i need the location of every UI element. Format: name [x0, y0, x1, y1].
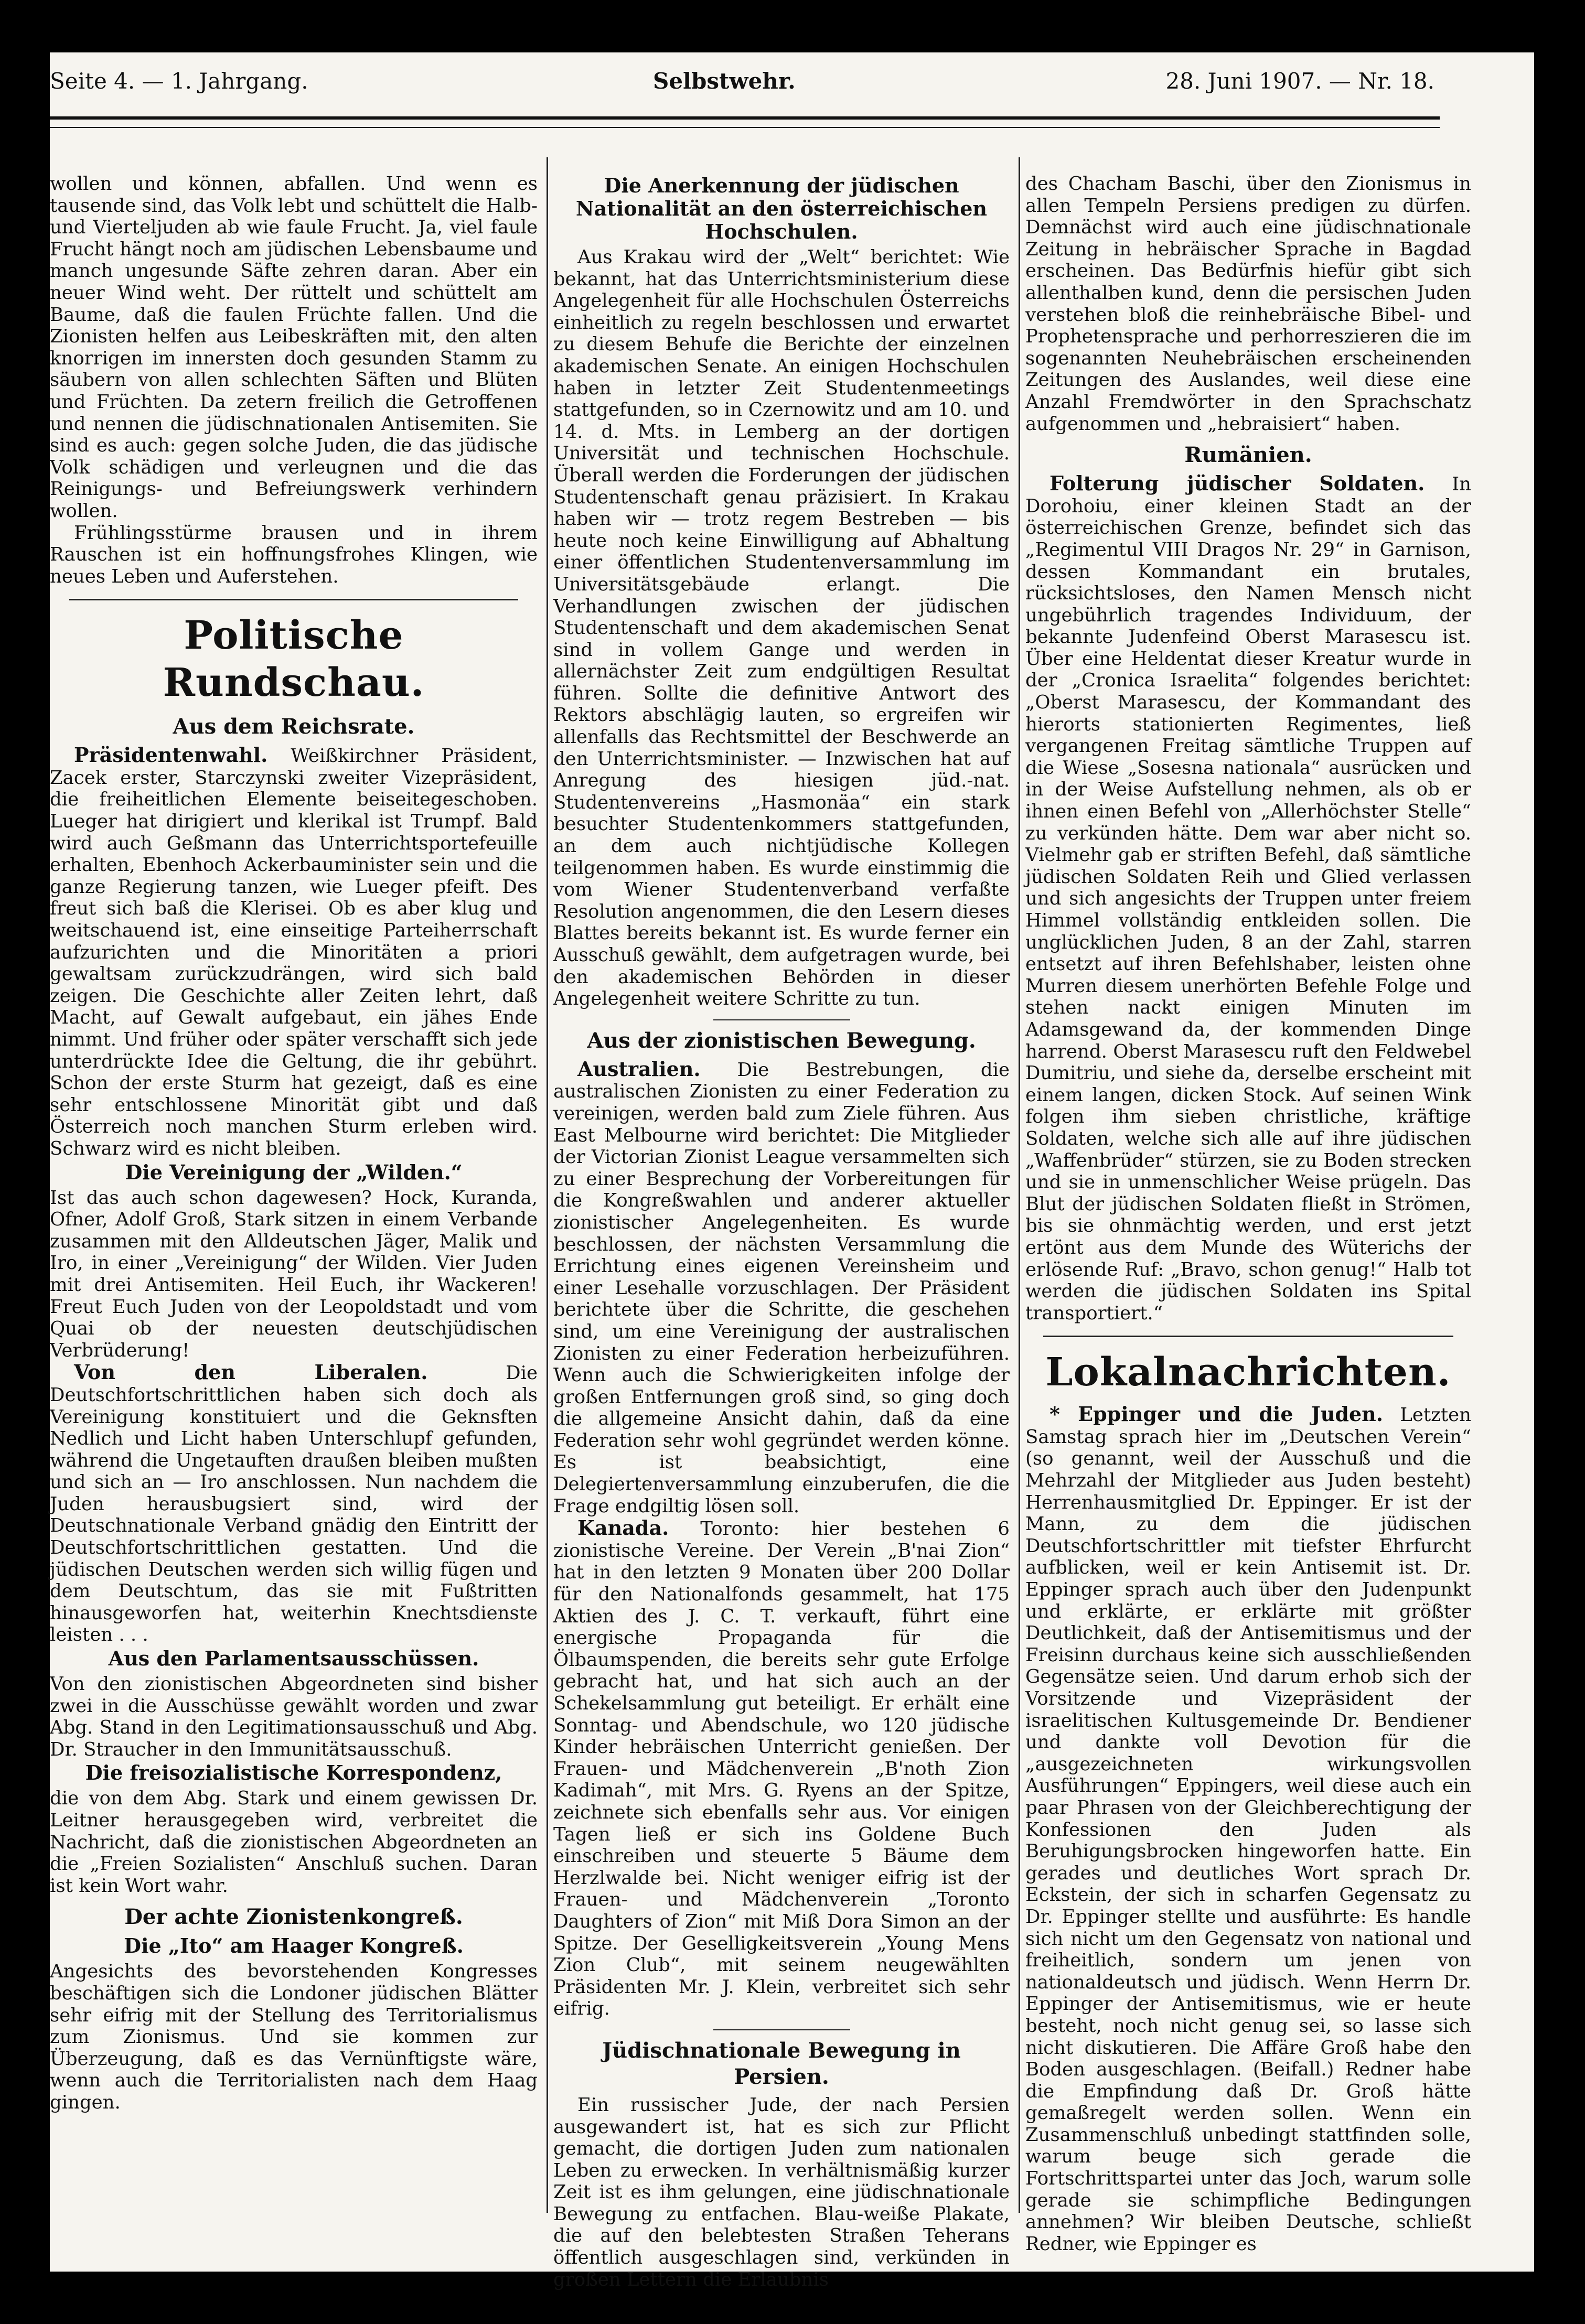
- article-paragraph: Angesichts des bevorstehenden Kongresses beschäftigen sich die Londoner jüdischen Blätter sehr eifrig mit der Stellung des Territorialismus zum Zionismus. Und sie kommen zur Überzeugung, daß es das Vernünftigste wäre, wenn auch die Territorialisten nach dem Haag gingen.: [50, 1961, 538, 2113]
- article-paragraph: [50, 1361, 538, 1646]
- article-text: Toronto: hier bestehen 6 zionistische Vereine. Der Verein „B'nai Zion“ hat in den letzten 9 Monaten über 200 Dollar für den Nationalfonds gesammelt, hat 175 Aktien des J. C. T. verkauft, führt eine energische Propaganda für die Ölbaumspenden, die bereits sehr gute Erfolge gebracht hat, und hat sich auch an der Schekelsammlung gut beteiligt. Er erhält eine Sonntag- und Abendschule, wo 120 jüdische Kinder hebräischen Unterricht genießen. Der Frauen- und Mädchenverein „B'noth Zion Kadimah“, mit Mrs. G. Ryens an der Spitze, zeichnete sich ebenfalls sehr aus. Vor einigen Tagen ließ er sich ins Goldene Buch einschreiben und steuerte 5 Bäume dem Herzlwalde bei. Nicht weniger eifrig ist der Frauen- und Mädchenverein „Toronto Daughters of Zion“ mit Miß Dora Simon an der Spitze. Der Geselligkeitsverein „Young Mens Zion Club“, mit seinem neugewählten Präsidenten Mr. J. Klein, verbreitet sich sehr eifrig.: [553, 1518, 1010, 2020]
- article-title: Die Vereinigung der „Wilden.“: [125, 1160, 463, 1184]
- article-paragraph: [553, 1517, 1010, 2020]
- article-title: Die Anerkennung der jüdischen Nationalität an den österreichischen Hochschulen.: [575, 174, 988, 243]
- column-3: [1025, 173, 1471, 2255]
- page-header: [50, 68, 1434, 105]
- section-title: Aus der zionistischen Bewegung.: [587, 1028, 976, 1053]
- section-title: Rumänien.: [1184, 443, 1312, 468]
- column-1: [50, 173, 538, 2218]
- section-rule: [1043, 1336, 1453, 1337]
- article-paragraph: [50, 744, 538, 1159]
- article-text: Die Bestrebungen, die australischen Zionisten zu einer Federation zu vereinigen, werden bald zum Ziele führen. Aus East Melbourne wird berichtet: Die Mitglieder der Victorian Zionist League versammelten sich zu einer Besprechung der Vorbereitungen für die Kongreßwahlen und anderer aktueller zionistischer Angelegenheiten. Es wurde beschlossen, der nächsten Versammlung die Errichtung eines eigenen Vereinsheim und einer Lesehalle vorzuschlagen. Der Präsident berichtete über die Schritte, die geschehen sind, um eine Vereinigung der australischen Zionisten zu einer Federation herbeizuführen. Wenn auch die Schwierigkeiten infolge der großen Entfernungen groß sind, so ging doch die allgemeine Ansicht dahin, daß da eine Federation sehr wohl gegründet werden könne. Es ist beabsichtigt, eine Delegiertenversammlung einzuberufen, die die Frage endgiltig lösen soll.: [553, 1059, 1010, 1517]
- column-divider: [547, 157, 548, 2213]
- section-title: Jüdischnationale Bewegung in Persien.: [602, 2038, 961, 2089]
- section-rule: [713, 2029, 850, 2030]
- section-rule: [713, 1019, 850, 1020]
- article-paragraph: [1025, 1403, 1471, 2255]
- header-rule: [50, 116, 1440, 128]
- article-text: In Dorohoiu, einer kleinen Stadt an der österreichischen Grenze, befindet sich das „Regimentul VIII Dragos Nr. 29“ in Garnison, dessen Kommandant ein brutales, rücksichtsloses, den Namen Mensch nicht ungebührlich tragendes Individuum, der bekannte Judenfeind Oberst Marasescu ist. Über eine Heldentat dieser Kreatur wurde in der „Cronica Israelita“ folgendes berichtet: „Oberst Marasescu, der Kommandant des hierorts stationierten Regimentes, ließ vergangenen Freitag sämtliche Truppen auf die Wiese „Sosesna nationala“ ausrücken und in der Weise Aufstellung nehmen, als ob er ihnen einen Befehl von „Allerhöchster Stelle“ zu verkünden hätte. Dem war aber nicht so. Vielmehr gab er striften Befehl, daß sämtliche jüdischen Soldaten Reih und Glied verlassen und sich angesichts der Truppen unter freiem Himmel vollständig entkleiden sollen. Die unglücklichen Juden, 8 an der Zahl, starren entsetzt auf ihren Befehlshaber, leisten ohne Murren diesem unerhörten Befehle Folge und stehen nackt einigen Minuten im Adamsgewand da, der kommenden Dinge harrend. Oberst Marasescu ruft den Feldwebel Dumitriu, und siehe da, derselbe erscheint mit einem langen, dicken Stock. Auf seinen Wink folgen ihm sieben christliche, kräftige Soldaten, welche sich alle auf ihre jüdischen „Waffenbrüder“ stürzen, sie zu Boden strecken und sie in unmenschlicher Weise prügeln. Das Blut der jüdischen Soldaten fließt in Strömen, bis sie ohnmächtig werden, und erst jetzt ertönt aus dem Munde des Wüterichs der erlösende Ruf: „Bravo, schon genug!“ Halb tot werden die jüdischen Soldaten ins Spital transportiert.“: [1025, 474, 1471, 1324]
- department-title: Lokalnachrichten.: [1045, 1350, 1451, 1395]
- article-paragraph: des Chacham Baschi, über den Zionismus in allen Tempeln Persiens predigen zu dürfen. Demnächst wird auch eine jüdischnationale Zeitung in hebräischer Sprache in Bagdad erscheinen. Das Bedürfnis hiefür gibt sich allenthalben kund, denn die persischen Juden verstehen bloß die reinhebräische Bibel- und Prophetensprache und perhorreszieren die im sogenannten Neuhebräischen erscheinenden Zeitungen des Auslandes, weil diese eine Anzahl Fremdwörter in den Sprachschatz aufgenommen und „hebraisiert“ haben.: [1025, 173, 1471, 435]
- article-paragraph: Von den zionistischen Abgeordneten sind bisher zwei in die Ausschüsse gewählt worden und zwar Abg. Stand in den Legitimationsausschuß und Abg. Dr. Straucher in den Immunitätsausschuß.: [50, 1673, 538, 1760]
- article-text: Letzten Samstag sprach hier im „Deutschen Verein“ (so genannt, weil der Ausschuß und die Mehrzahl der Mitglieder aus Juden besteht) Herrenhausmitglied Dr. Eppinger. Er ist der Mann, zu dem die jüdischen Deutschfortschrittler mit tiefster Ehrfurcht aufblicken, weil er kein Antisemit ist. Dr. Eppinger sprach auch über den Judenpunkt und erklärte, er erklärte mit größter Deutlichkeit, daß der Antisemitismus und der Freisinn durchaus keine sich ausschließenden Gegensätze seien. Und darum erhob sich der Vorsitzende und Vizepräsident der israelitischen Kultusgemeinde Dr. Bendiener und dankte voll Devotion für die „ausgezeichneten wirkungsvollen Ausführungen“ Eppingers, weil diese auch ein paar Phrasen von der Gleichberechtigung der Konfessionen den Juden als Beruhigungsbrocken hingeworfen hatte. Ein gerades und deutliches Wort sprach Dr. Eckstein, der sich in scharfen Gegensatz zu Dr. Eppinger stellte und ausführte: Es handle sich nicht um den Gegensatz von national und freiheitlich, sondern um jenen von nationaldeutsch und jüdisch. Wenn Herrn Dr. Eppinger der Antisemitismus, wie er heute besteht, noch nicht genug sei, so lasse sich nicht diskutieren. Die Affäre Groß habe den Boden ausgeschlagen. (Beifall.) Redner habe die Empfindung daß Dr. Groß hätte gemaßregelt werden sollen. Wenn ein Zusammenschluß unbedingt stattfinden solle, warum beuge sich gerade die Fortschrittspartei unter das Joch, warum solle gerade sie schimpfliche Bedingungen annehmen? Wir bleiben Deutsche, schließt Redner, wie Eppinger es: [1025, 1404, 1471, 2255]
- article-text: Weißkirchner Präsident, Zacek erster, Starczynski zweiter Vizepräsident, die freiheitlichen Elemente beiseitegeschoben. Lueger hat dirigiert und klerikal ist Trumpf. Bald wird auch Geßmann das Unterrichtsportefeuille erhalten, Ebenhoch Ackerbauminister sein und die ganze Regierung tanzen, wie Lueger pfeift. Des freut sich baß die Klerisei. Ob es aber klug und weitschauend ist, eine einseitige Parteiherrschaft aufzurichten und die Minoritäten a priori gewaltsam zurückzudrängen, wird sich bald zeigen. Die Geschichte aller Zeiten lehrt, daß Macht, auf Gewalt aufgebaut, ein jähes Ende nimmt. Und früher oder später verschafft sich jede unterdrückte Idee die Geltung, die ihr gebührt. Schon der erste Sturm hat gezeigt, daß es eine sehr entschlossene Minorität gibt und daß Österreich noch manchen Sturm erleben wird. Schwarz wird es nicht bleiben.: [50, 745, 538, 1159]
- article-title: Die freisozialistische Korrespondenz,: [85, 1761, 502, 1785]
- article-title: Aus den Parlamentsausschüssen.: [108, 1647, 479, 1671]
- header-page-info: Seite 4. — 1. Jahrgang.: [50, 68, 308, 94]
- column-divider: [1019, 157, 1020, 2213]
- article-paragraph: Ist das auch schon dagewesen? Hock, Kuranda, Ofner, Adolf Groß, Stark sitzen in einem Verbande zusammen mit den Alldeutschen Jäger, Malik und Iro, in einer „Vereinigung“ der Wilden. Vier Juden mit drei Antisemiten. Heil Euch, ihr Wackeren! Freut Euch Juden von der Leopoldstadt und vom Quai ob der neuesten deutschjüdischen Verbrüderung!: [50, 1187, 538, 1361]
- article-keyword: Folterung jüdischer Soldaten.: [1049, 471, 1425, 496]
- article-paragraph: [553, 1058, 1010, 1517]
- article-text: Die Deutschfortschrittlichen haben sich doch als Vereinigung konstituiert und die Geknsften Nedlich und Licht haben Unterschlupf gefunden, während die Ungetauften draußen bleiben mußten und sich an — Iro anschlossen. Nun nachdem die Juden herausbugsiert sind, wird der Deutschnationale Verband gnädig den Eintritt der Deutschfortschrittlichen gestatten. Und die jüdischen Deutschen werden sich willig fügen und dem Deutschtum, das sie mit Fußtritten hinausgeworfen hat, weiterhin Knechtsdienste leisten . . .: [50, 1362, 538, 1646]
- article-paragraph: die von dem Abg. Stark und einem gewissen Dr. Leitner herausgegeben wird, verbreitet die Nachricht, daß die zionistischen Abgeordneten an die „Freien Sozialisten“ Anschluß suchen. Daran ist kein Wort wahr.: [50, 1788, 538, 1897]
- article-paragraph: Frühlingsstürme brausen und in ihrem Rauschen ist ein hoffnungsfrohes Klingen, wie neues Leben und Auferstehen.: [50, 522, 538, 587]
- article-keyword: Präsidentenwahl.: [74, 743, 268, 767]
- header-masthead: Selbstwehr.: [653, 68, 796, 94]
- article-paragraph: Ein russischer Jude, der nach Persien ausgewandert ist, hat es sich zur Pflicht gemacht, die dortigen Juden zum nationalen Leben zu erwecken. In verhältnismäßig kurzer Zeit ist es ihm gelungen, eine jüdischnationale Bewegung zu entfachen. Blau-weiße Plakate, die auf den belebtesten Straßen Teherans öffentlich ausgeschlagen sind, verkünden in großen Lettern die Erlaubnis: [553, 2094, 1010, 2290]
- article-keyword: Kanada.: [577, 1516, 669, 1540]
- article-keyword: Australien.: [577, 1057, 701, 1081]
- article-paragraph: wollen und können, abfallen. Und wenn es tausende sind, das Volk lebt und schüttelt die Halb- und Vierteljuden ab wie faule Frucht. Ja, viel faule Frucht hängt noch am jüdischen Lebensbaume und manch ungesunde Säfte zehren daran. Aber ein neuer Wind weht. Der rüttelt und schüttelt am Baume, daß die faulen Früchte fallen. Und die Zionisten helfen aus Leibeskräften mit, den alten knorrigen im innersten doch gesunden Stamm zu säubern von allen schlechten Säften und Blüten und Früchten. Da zetern freilich die Getroffenen und nennen die jüdischnationalen Antisemiten. Sie sind es auch: gegen solche Juden, die das jüdische Volk schädigen und verleugnen und die das Reinigungs- und Befreiungswerk verhindern wollen.: [50, 173, 538, 522]
- article-paragraph: [1025, 472, 1471, 1324]
- section-title: Aus dem Reichsrate.: [173, 714, 415, 739]
- section-rule: [69, 599, 518, 600]
- article-keyword: * Eppinger und die Juden.: [1049, 1402, 1383, 1426]
- header-date-issue: 28. Juni 1907. — Nr. 18.: [1165, 68, 1434, 94]
- article-keyword: Von den Liberalen.: [74, 1360, 428, 1384]
- column-2: [553, 173, 1010, 2290]
- article-title: Die „Ito“ am Haager Kongreß.: [124, 1934, 464, 1958]
- department-title: Politische Rundschau.: [163, 613, 425, 706]
- section-title: Der achte Zionistenkongreß.: [124, 1905, 463, 1930]
- article-paragraph: Aus Krakau wird der „Welt“ berichtet: Wie bekannt, hat das Unterrichtsministerium diese Angelegenheit für alle Hochschulen Österreichs einheitlich zu regeln beschlossen und erwartet zu diesem Behufe die Berichte der einzelnen akademischen Senate. An einigen Hochschulen haben in letzter Zeit Studentenmeetings stattgefunden, so in Czernowitz und am 10. und 14. d. Mts. in Lemberg an der dortigen Universität und technischen Hochschule. Überall werden die Forderungen der jüdischen Studentenschaft genau präzisiert. In Krakau haben wir — trotz regem Bestreben — bis heute noch keine Einwilligung auf Abhaltung einer öffentlichen Studentenversammlung im Universitätsgebäude erlangt. Die Verhandlungen zwischen der jüdischen Studentenschaft und dem akademischen Senat sind in vollem Gange und werden in allernächster Zeit zum endgültigen Resultat führen. Sollte die definitive Antwort des Rektors abschlägig lauten, so ergreifen wir allenfalls das Rechtsmittel der Beschwerde an den Unterrichtsminister. — Inzwischen hat auf Anregung des hiesigen jüd.-nat. Studentenvereins „Hasmonäa“ ein stark besuchter Studentenkommers stattgefunden, an dem auch nichtjüdische Kollegen teilgenommen haben. Es wurde einstimmig die vom Wiener Studentenverband verfaßte Resolution angenommen, die den Lesern dieses Blattes bereits bekannt ist. Es wurde ferner ein Ausschuß gewählt, dem aufgetragen wurde, bei den akademischen Behörden in dieser Angelegenheit weitere Schritte zu tun.: [553, 246, 1010, 1010]
